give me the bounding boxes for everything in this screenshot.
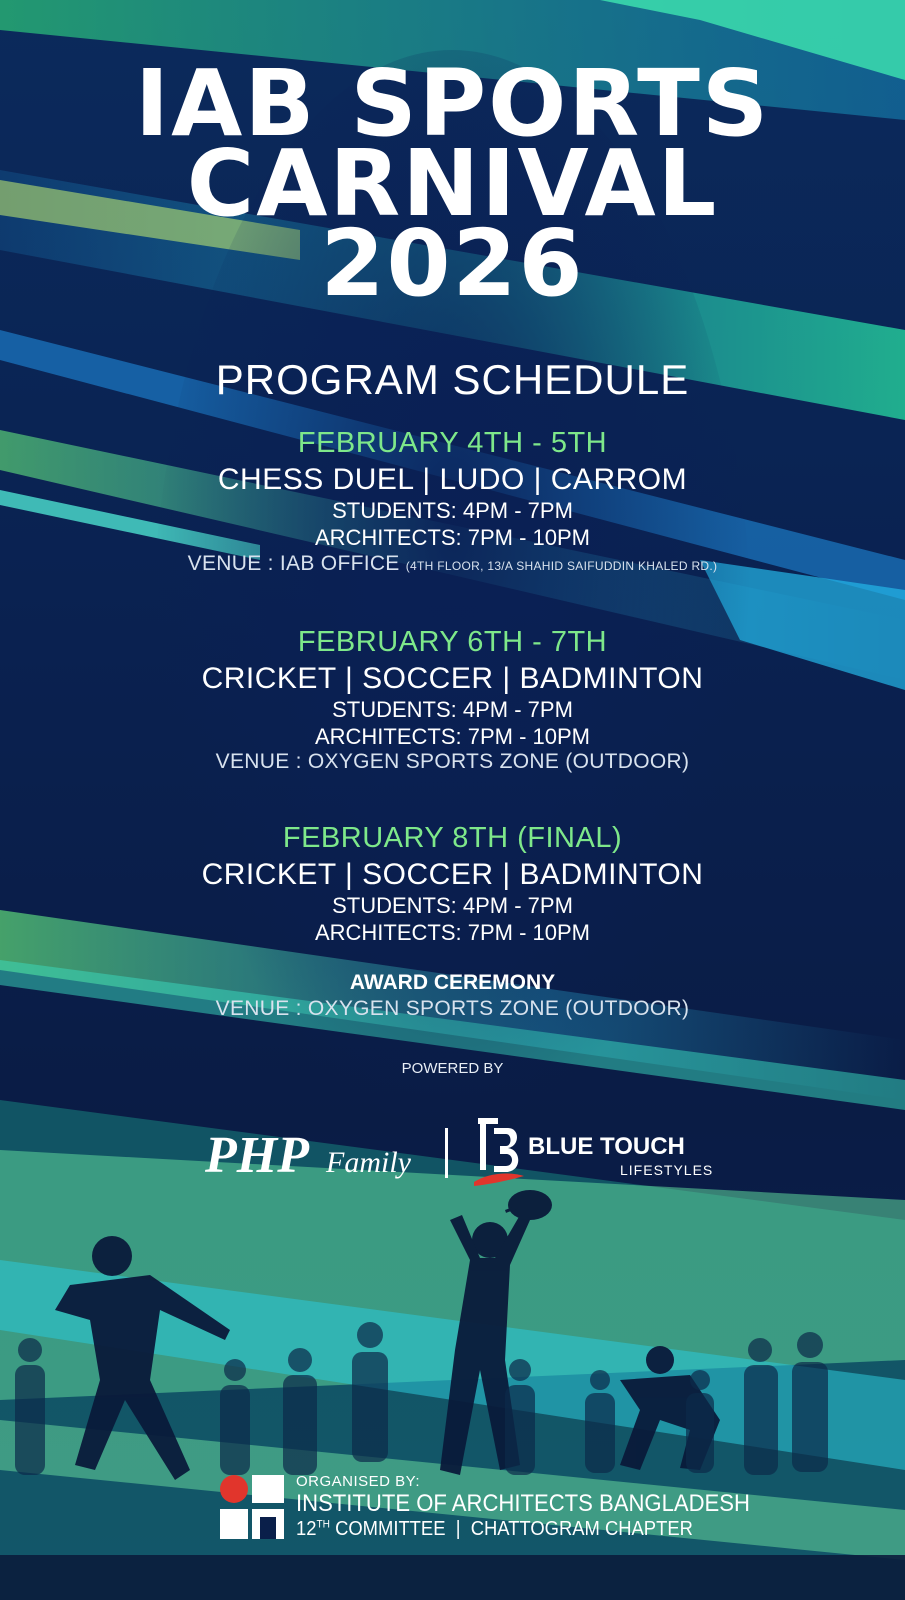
title-line-2: CARNIVAL	[186, 130, 719, 237]
event-1-venue-detail: (4TH FLOOR, 13/A SHAHID SAIFUDDIN KHALED RD.)	[405, 559, 718, 573]
award-ceremony: AWARD CEREMONY	[349, 971, 556, 994]
blue-touch-lifestyles: LIFESTYLES	[620, 1162, 714, 1178]
event-3-students-time: STUDENTS: 4PM - 7PM	[332, 893, 573, 918]
organiser-name: INSTITUTE OF ARCHITECTS BANGLADESH	[296, 1490, 750, 1517]
event-1-venue-name: VENUE : IAB OFFICE	[187, 552, 400, 575]
committee-ordinal: TH	[316, 1518, 330, 1531]
event-1-date: FEBRUARY 4TH - 5TH	[297, 427, 608, 459]
event-2-venue: VENUE : OXYGEN SPORTS ZONE (OUTDOOR)	[215, 750, 690, 773]
committee-chapter: COMMITTEE | CHATTOGRAM CHAPTER	[329, 1518, 693, 1540]
title-line-1: IAB SPORTS	[134, 50, 771, 157]
powered-by-label: POWERED BY	[401, 1060, 504, 1077]
organised-by-label: ORGANISED BY:	[296, 1473, 421, 1490]
blue-touch-logo-icon	[470, 1110, 526, 1192]
committee-number: 12	[296, 1518, 317, 1540]
php-family-text: Family	[326, 1146, 411, 1179]
award-venue: VENUE : OXYGEN SPORTS ZONE (OUTDOOR)	[215, 997, 690, 1020]
event-2-students-time: STUDENTS: 4PM - 7PM	[332, 697, 573, 722]
event-2-architects-time: ARCHITECTS: 7PM - 10PM	[314, 724, 591, 749]
event-2-date: FEBRUARY 6TH - 7TH	[297, 626, 608, 658]
event-1-venue	[0, 552, 905, 576]
php-logo-text: PHP	[205, 1127, 309, 1184]
event-3-date: FEBRUARY 8TH (FINAL)	[282, 822, 623, 854]
event-2-games: CRICKET | SOCCER | BADMINTON	[201, 662, 704, 695]
blue-touch-name: BLUE TOUCH	[528, 1133, 685, 1160]
event-3-games: CRICKET | SOCCER | BADMINTON	[201, 858, 704, 891]
event-1-architects-time: ARCHITECTS: 7PM - 10PM	[314, 525, 591, 550]
event-1-games: CHESS DUEL | LUDO | CARROM	[217, 463, 688, 496]
organiser-committee	[296, 1518, 693, 1541]
event-1-students-time: STUDENTS: 4PM - 7PM	[332, 498, 573, 523]
title-line-3: 2026	[320, 210, 585, 317]
program-schedule-heading: PROGRAM SCHEDULE	[215, 356, 690, 403]
event-3-architects-time: ARCHITECTS: 7PM - 10PM	[314, 920, 591, 945]
sponsor-divider	[445, 1128, 448, 1178]
iab-logo-icon	[220, 1475, 284, 1539]
